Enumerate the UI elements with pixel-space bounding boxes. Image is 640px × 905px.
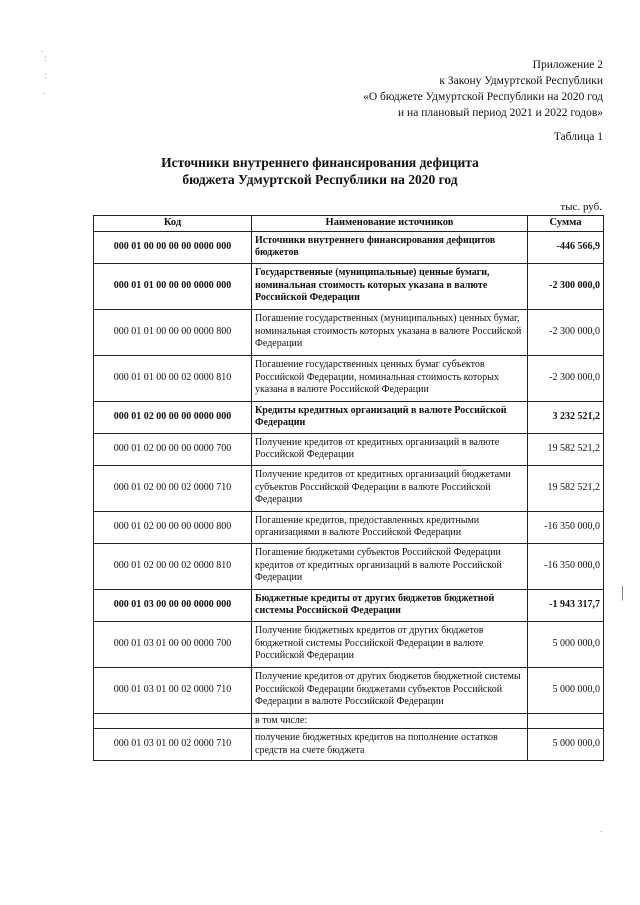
name-cell: Получение кредитов от кредитных организаций в валюте Российской Федерации xyxy=(252,433,528,465)
table-body xyxy=(94,231,604,761)
sum-cell: 5 000 000,0 xyxy=(528,729,604,761)
code-cell: 000 01 01 00 00 02 0000 810 xyxy=(94,355,252,401)
sum-cell: -16 350 000,0 xyxy=(528,511,604,543)
title-line-1: Источники внутреннего финансирования дефицита xyxy=(161,155,479,170)
name-cell: Источники внутреннего финансирования дефицитов бюджетов xyxy=(252,231,528,263)
code-cell: 000 01 02 00 00 00 0000 800 xyxy=(94,511,252,543)
table-row xyxy=(94,621,604,667)
appendix-law-ref: к Закону Удмуртской Республики xyxy=(439,75,603,87)
name-cell: Государственные (муниципальные) ценные бумаги, номинальная стоимость которых указана в валюте Российской Федерации xyxy=(252,263,528,309)
sum-cell: 5 000 000,0 xyxy=(528,667,604,713)
sum-cell: -2 300 000,0 xyxy=(528,355,604,401)
document-title xyxy=(0,154,640,188)
table-row xyxy=(94,729,604,761)
name-cell: Получение бюджетных кредитов от других бюджетов бюджетной системы Российской Федерации в валюте Российской Федерации xyxy=(252,621,528,667)
name-cell: в том числе: xyxy=(252,713,528,729)
code-cell: 000 01 03 01 00 00 0000 700 xyxy=(94,621,252,667)
appendix-number: Приложение 2 xyxy=(532,59,603,71)
header-sum: Сумма xyxy=(528,216,604,232)
appendix-law-title: «О бюджете Удмуртской Республики на 2020 год xyxy=(363,91,603,103)
code-cell: 000 01 02 00 00 02 0000 710 xyxy=(94,465,252,511)
unit-label: тыс. руб. xyxy=(560,201,602,213)
code-cell: 000 01 03 01 00 02 0000 710 xyxy=(94,729,252,761)
sum-cell: -2 300 000,0 xyxy=(528,309,604,355)
name-cell: Погашение бюджетами субъектов Российской Федерации кредитов от кредитных организаций в валюте Российской Федерации xyxy=(252,543,528,589)
code-cell: 000 01 00 00 00 00 0000 000 xyxy=(94,231,252,263)
code-cell: 000 01 03 01 00 02 0000 710 xyxy=(94,667,252,713)
name-cell: Кредиты кредитных организаций в валюте Российской Федерации xyxy=(252,401,528,433)
header-name: Наименование источников xyxy=(252,216,528,232)
table-row xyxy=(94,401,604,433)
name-cell: Погашение кредитов, предоставленных кредитными организациями в валюте Российской Федерации xyxy=(252,511,528,543)
table-number: Таблица 1 xyxy=(553,131,603,143)
name-cell: Погашение государственных ценных бумаг субъектов Российской Федерации, номинальная стоимость которых указана в валюте Российской Федерации xyxy=(252,355,528,401)
name-cell: Бюджетные кредиты от других бюджетов бюджетной системы Российской Федерации xyxy=(252,589,528,621)
table-row xyxy=(94,263,604,309)
table-row xyxy=(94,355,604,401)
appendix-header xyxy=(363,57,603,145)
table-row xyxy=(94,713,604,729)
sum-cell: 3 232 521,2 xyxy=(528,401,604,433)
table-row xyxy=(94,511,604,543)
code-cell xyxy=(94,713,252,729)
sum-cell: -1 943 317,7 xyxy=(528,589,604,621)
sum-cell: -446 566,9 xyxy=(528,231,604,263)
sources-table xyxy=(93,215,604,761)
sum-cell: 19 582 521,2 xyxy=(528,433,604,465)
code-cell: 000 01 01 00 00 00 0000 000 xyxy=(94,263,252,309)
sum-cell: -16 350 000,0 xyxy=(528,543,604,589)
table-row xyxy=(94,231,604,263)
title-line-2: бюджета Удмуртской Республики на 2020 год xyxy=(182,172,458,187)
appendix-law-title-cont: и на плановый период 2021 и 2022 годов» xyxy=(398,107,603,119)
sum-cell: 19 582 521,2 xyxy=(528,465,604,511)
table-row xyxy=(94,667,604,713)
name-cell: Погашение государственных (муниципальных) ценных бумаг, номинальная стоимость которых указана в валюте Российской Федерации xyxy=(252,309,528,355)
code-cell: 000 01 02 00 00 02 0000 810 xyxy=(94,543,252,589)
name-cell: Получение кредитов от кредитных организаций бюджетами субъектов Российской Федерации в валюте Российской Федерации xyxy=(252,465,528,511)
table-row xyxy=(94,433,604,465)
sum-cell: -2 300 000,0 xyxy=(528,263,604,309)
table-row xyxy=(94,309,604,355)
code-cell: 000 01 02 00 00 00 0000 700 xyxy=(94,433,252,465)
name-cell: получение бюджетных кредитов на пополнение остатков средств на счете бюджета xyxy=(252,729,528,761)
sum-cell xyxy=(528,713,604,729)
table-row xyxy=(94,589,604,621)
table-row xyxy=(94,543,604,589)
table-row xyxy=(94,465,604,511)
name-cell: Получение кредитов от других бюджетов бюджетной системы Российской Федерации бюджетами субъектов Российской Федерации в валюте Российской Федерации xyxy=(252,667,528,713)
code-cell: 000 01 03 00 00 00 0000 000 xyxy=(94,589,252,621)
header-code: Код xyxy=(94,216,252,232)
sum-cell: 5 000 000,0 xyxy=(528,621,604,667)
code-cell: 000 01 02 00 00 00 0000 000 xyxy=(94,401,252,433)
code-cell: 000 01 01 00 00 00 0000 800 xyxy=(94,309,252,355)
table-header-row xyxy=(94,216,604,232)
